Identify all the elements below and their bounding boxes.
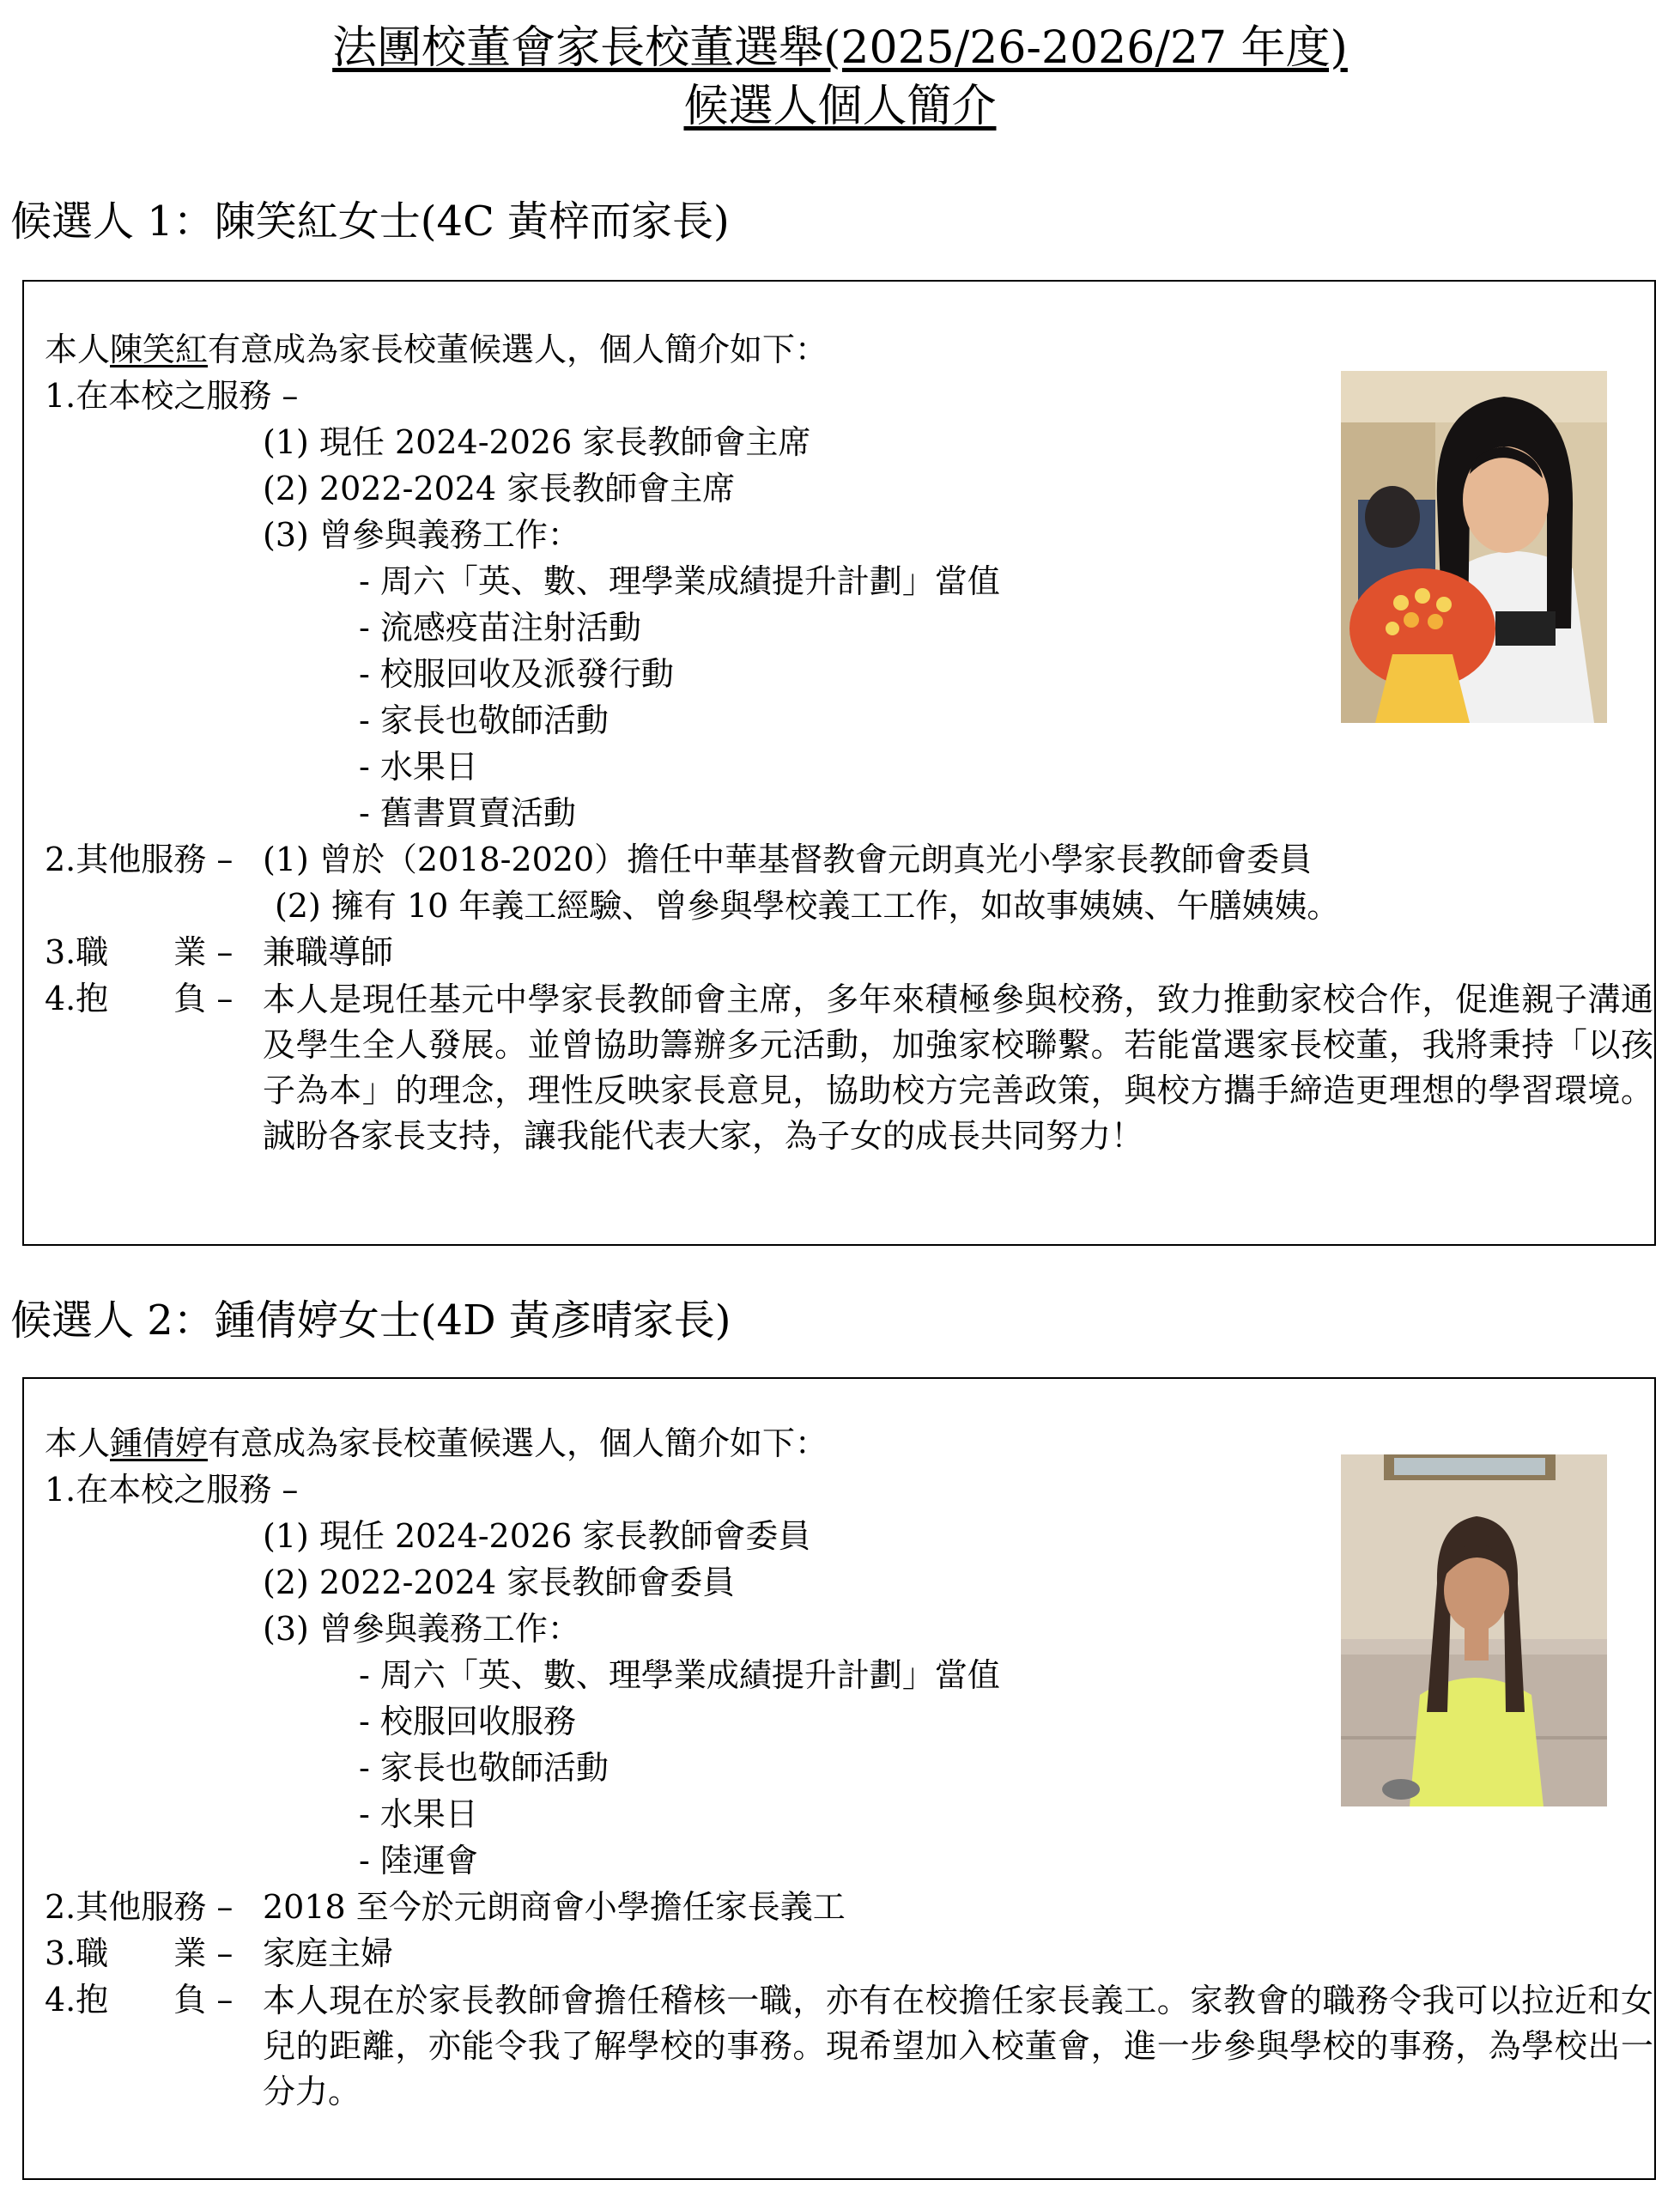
title-line-2: 候選人個人簡介: [683, 81, 997, 132]
candidate-2-photo: [1341, 1454, 1607, 1806]
candidate-1-intro: 本人陳笑紅有意成為家長校董候選人，個人簡介如下：: [45, 331, 828, 368]
candidate-1-other-item: (2) 擁有 10 年義工經驗、曾參與學校義工工作，如故事姨姨、午膳姨姨。: [275, 887, 1340, 925]
document-title: [0, 19, 1680, 136]
candidate-1-volunteer-item: - 舊書買賣活動: [359, 794, 576, 832]
candidate-1-name: 陳笑紅: [110, 331, 209, 368]
candidate-2-other-item: 2018 至今於元朗商會小學擔任家長義工: [263, 1888, 846, 1926]
candidate-2-occupation: 家庭主婦: [263, 1934, 394, 1972]
title-line-1: 法團校董會家長校董選舉(2025/26-2026/27 年度): [332, 22, 1348, 74]
candidate-1-other-item: (1) 曾於（2018-2020）擔任中華基督教會元朗真光小學家長教師會委員: [263, 841, 1313, 878]
candidate-2-name: 鍾倩婷: [110, 1424, 209, 1462]
candidate-1-aspiration: 本人是現任基元中學家長教師會主席，多年來積極參與校務，致力推動家校合作，促進親子溝通及學生全人發展。並曾協助籌辦多元活動，加強家校聯繫。若能當選家長校董，我將秉持「以孩子為本」的理念，理性反映家長意見，協助校方完善政策，與校方攜手締造更理想的學習環境。誠盼各家長支持，讓我能代表大家，為子女的成長共同努力！: [263, 981, 1653, 1155]
candidate-1-profile-box: [22, 280, 1656, 1246]
candidate-1-other-label: 2.其他服務 –: [45, 841, 234, 878]
candidate-1-volunteer-item: - 流感疫苗注射活動: [359, 609, 641, 647]
candidate-2-occupation-label: 3.職 業 –: [45, 1934, 234, 1972]
candidate-1-volunteer-item: - 家長也敬師活動: [359, 701, 609, 739]
candidate-2-service-item: (1) 現任 2024-2026 家長教師會委員: [263, 1517, 811, 1555]
candidate-1-occupation-label: 3.職 業 –: [45, 933, 234, 971]
candidate-2-volunteer-item: - 校服回收服務: [359, 1703, 576, 1740]
candidate-1-occupation: 兼職導師: [263, 933, 394, 971]
candidate-1-heading: 候選人 1：陳笑紅女士(4C 黃梓而家長): [10, 197, 730, 246]
candidate-2-heading: 候選人 2：鍾倩婷女士(4D 黃彥晴家長): [10, 1296, 731, 1345]
candidate-2-other-label: 2.其他服務 –: [45, 1888, 234, 1926]
candidate-2-intro: 本人鍾倩婷有意成為家長校董候選人，個人簡介如下：: [45, 1424, 828, 1462]
candidate-2-service-item: (2) 2022-2024 家長教師會委員: [263, 1563, 736, 1601]
candidate-2-volunteer-item: - 家長也敬師活動: [359, 1749, 609, 1787]
candidate-1-aspiration-label: 4.抱 負 –: [45, 980, 234, 1017]
candidate-2-service-item: (3) 曾參與義務工作：: [263, 1610, 580, 1648]
candidate-1-photo: [1341, 371, 1607, 723]
candidate-2-service-label: 1.在本校之服務 –: [45, 1471, 299, 1509]
candidate-2-volunteer-item: - 水果日: [359, 1795, 478, 1833]
candidate-1-volunteer-item: - 水果日: [359, 748, 478, 786]
candidate-1-service-item: (3) 曾參與義務工作：: [263, 516, 580, 554]
candidate-1-service-label: 1.在本校之服務 –: [45, 377, 299, 415]
candidate-2-aspiration: 本人現在於家長教師會擔任稽核一職，亦有在校擔任家長義工。家教會的職務令我可以拉近和女兒的距離，亦能令我了解學校的事務。現希望加入校董會，進一步參與學校的事務，為學校出一分力。: [263, 1982, 1653, 2110]
candidate-2-volunteer-item: - 陸運會: [359, 1842, 478, 1879]
candidate-1-service-item: (2) 2022-2024 家長教師會主席: [263, 470, 736, 507]
candidate-1-volunteer-item: - 周六「英、數、理學業成績提升計劃」當值: [359, 562, 1000, 600]
candidate-1-volunteer-item: - 校服回收及派發行動: [359, 655, 674, 693]
candidate-2-volunteer-item: - 周六「英、數、理學業成績提升計劃」當值: [359, 1656, 1000, 1694]
candidate-2-profile-box: [22, 1377, 1656, 2180]
candidate-2-aspiration-label: 4.抱 負 –: [45, 1981, 234, 2019]
candidate-1-service-item: (1) 現任 2024-2026 家長教師會主席: [263, 423, 811, 461]
